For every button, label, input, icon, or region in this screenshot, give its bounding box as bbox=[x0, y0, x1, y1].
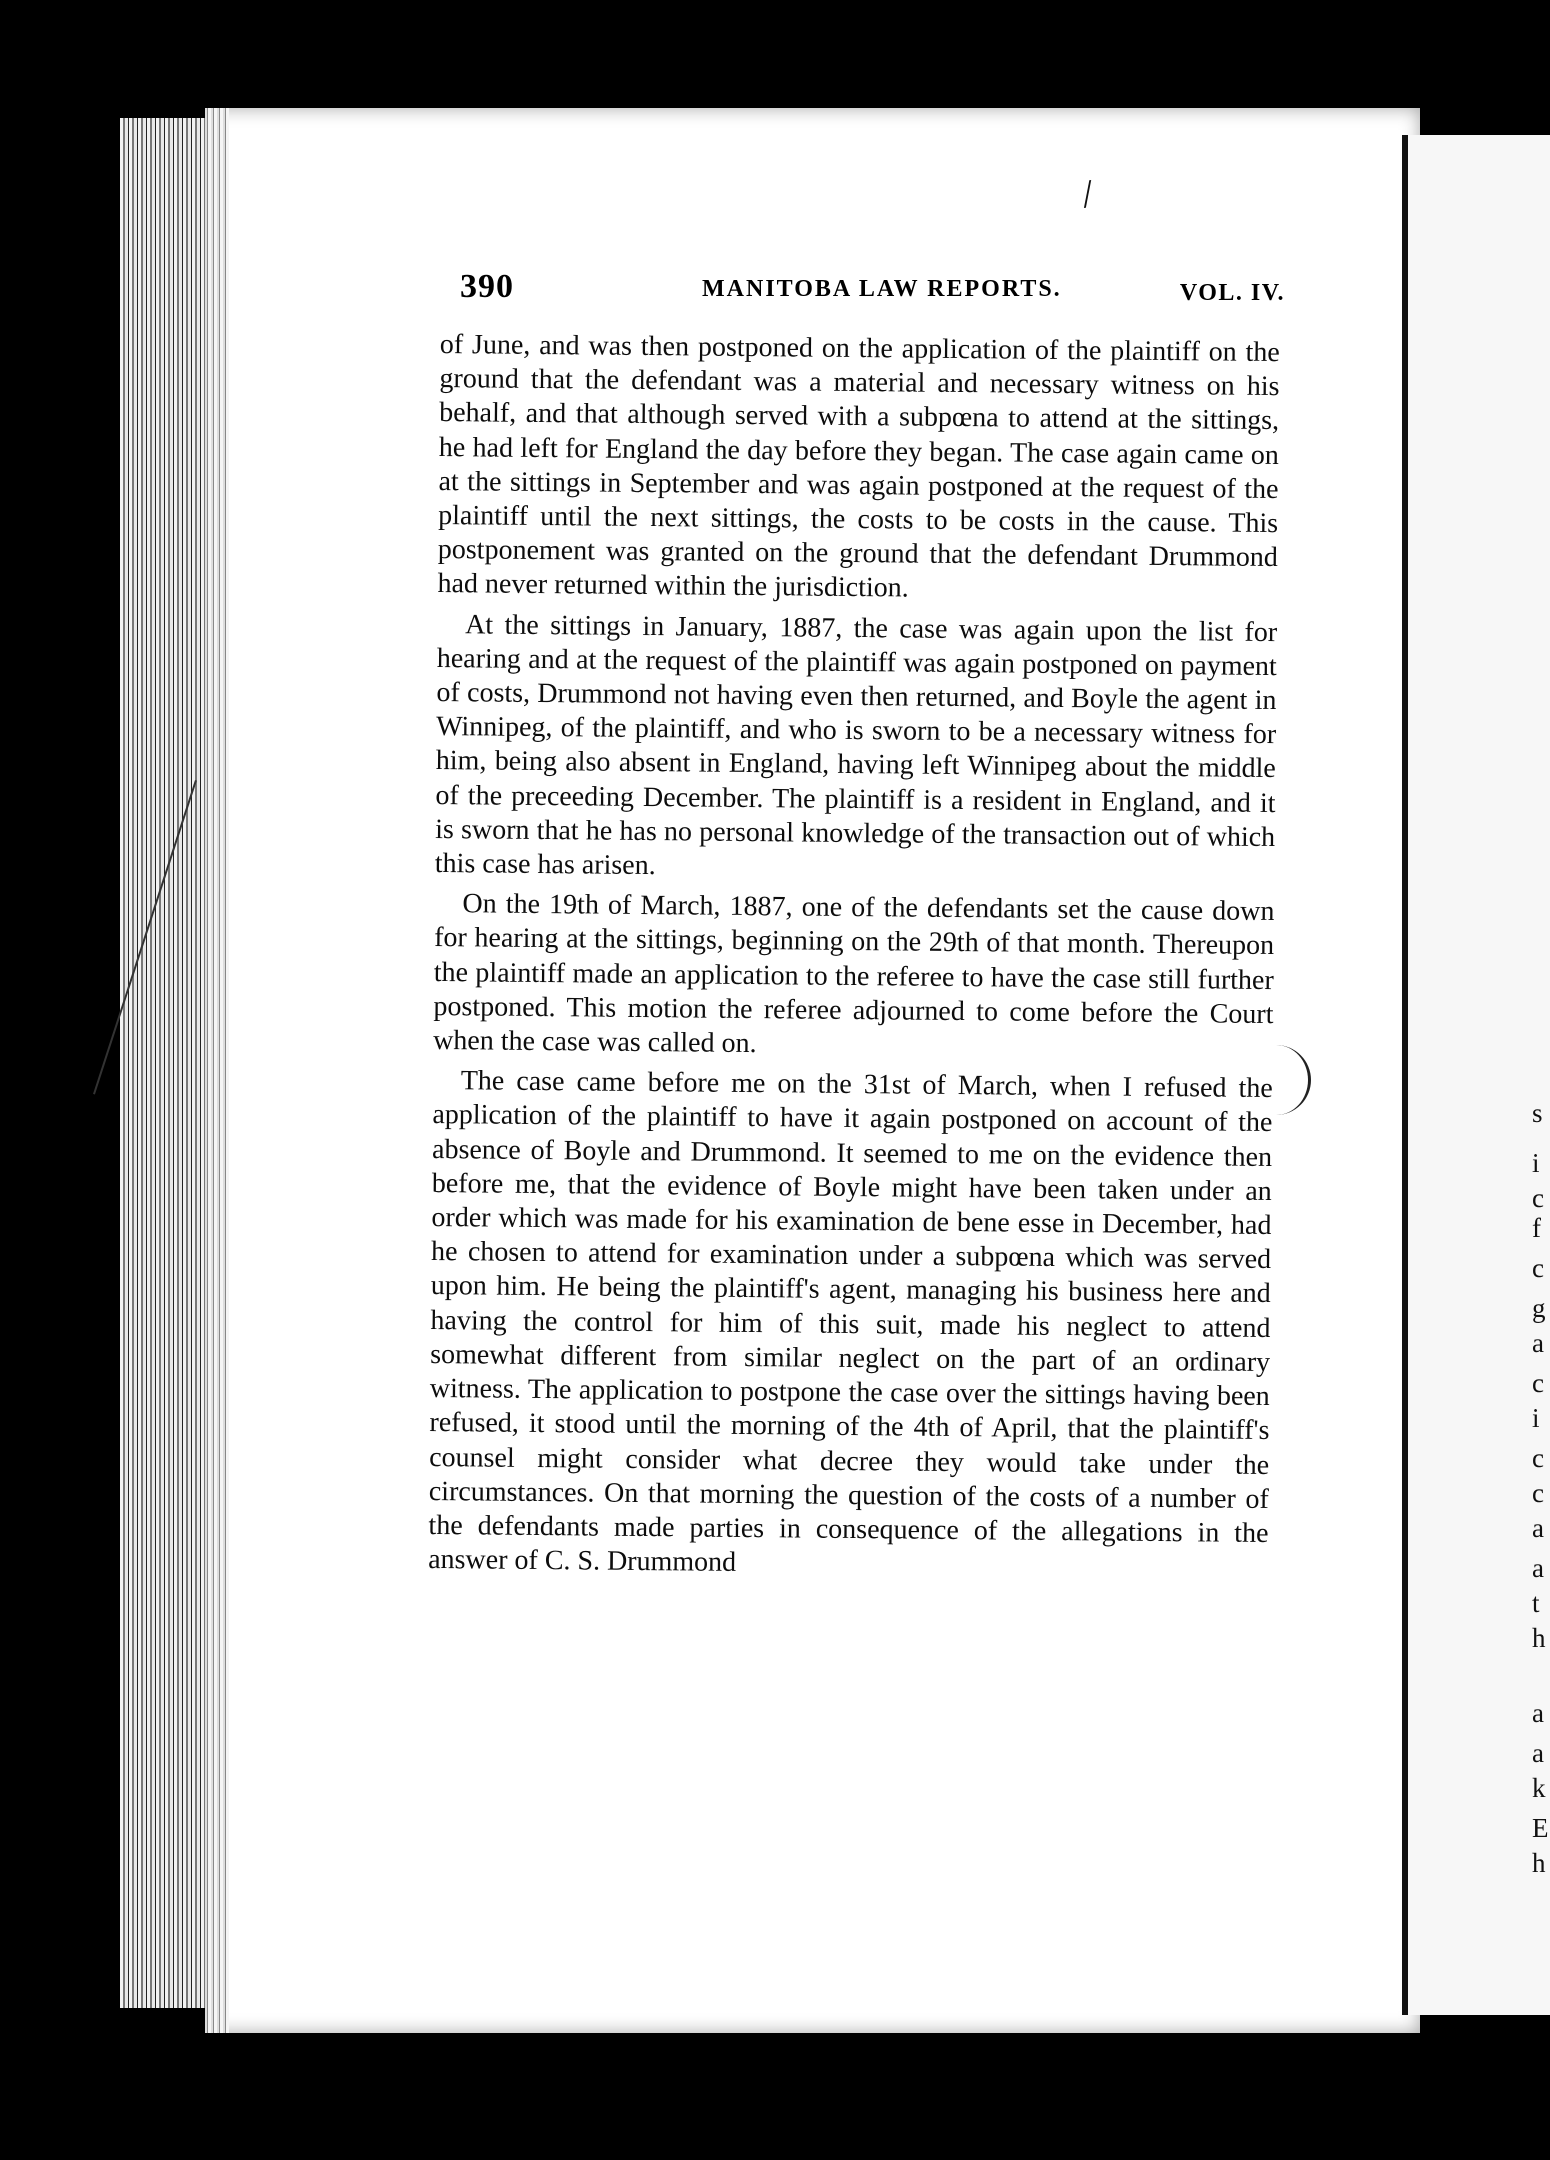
facing-letter: a bbox=[1532, 1328, 1544, 1358]
page-number: 390 bbox=[460, 268, 514, 305]
paragraph: On the 19th of March, 1887, one of the defendants set the cause down for hearing at the sittings, beginning on the 29th of that month. Thereupon the plaintiff made an application to the referee to have the case still further postponed. This motion the referee adjourned to come before the Court when the case was called on. bbox=[433, 888, 1275, 1060]
running-title: MANITOBA LAW REPORTS. bbox=[702, 276, 1062, 302]
facing-letter: a bbox=[1532, 1698, 1544, 1728]
paragraph: At the sittings in January, 1887, the case was again upon the list for hearing and at the request of the plaintiff was again postponed on payment of costs, Drummond not having even then returned, and Boyle the agent in Winnipeg, of the plaintiff, and who is sworn to be a necessary witness for him, being also absent in England, having left Winnipeg about the middle of the preceeding December. The plaintiff is a resident in England, and it is sworn that he has no personal knowledge of the transaction out of which this case has arisen. bbox=[434, 608, 1278, 882]
facing-letter: t bbox=[1532, 1588, 1540, 1618]
facing-letter: c bbox=[1532, 1253, 1544, 1283]
facing-letter: h bbox=[1532, 1623, 1546, 1653]
facing-letter: c bbox=[1532, 1183, 1544, 1213]
facing-letter: i bbox=[1532, 1148, 1540, 1178]
margin-mark: / bbox=[1078, 170, 1097, 217]
facing-letter: a bbox=[1532, 1553, 1544, 1583]
facing-letter: f bbox=[1532, 1213, 1541, 1243]
facing-letter: s bbox=[1532, 1098, 1543, 1128]
facing-page-edge bbox=[1402, 135, 1550, 2015]
facing-letter: k bbox=[1532, 1773, 1546, 1803]
paragraph: of June, and was then postponed on the application of the plaintiff on the ground that the defendant was a material and necessary witness on his behalf, and that although served with a subpœna to attend at the sittings, he had left for England the day before they began. The case again came on at the sittings in September and was again postponed at the request of the plaintiff until the next sittings, the costs to be costs in the cause. This postponement was granted on the ground that the defendant Drummond had never returned within the jurisdiction. bbox=[437, 328, 1280, 604]
facing-letter: c bbox=[1532, 1478, 1544, 1508]
volume-label: VOL. IV. bbox=[1179, 280, 1285, 306]
paragraph: The case came before me on the 31st of March, when I refused the application of the plaintiff to have it again postponed on account of the absence of Boyle and Drummond. It seemed to me on the evidence then before me, that the evidence of Boyle might have been taken under an order which was made for his examination de bene esse in December, had he chosen to attend for examination under a subpœna which was served upon him. He being the plaintiff's agent, managing his business here and having the control for him of this suit, made his neglect to attend somewhat different from similar neglect on the part of an ordinary witness. The application to postpone the case over the sittings having been refused, it stood until the morning of the 4th of April, that the plaintiff's counsel might consider what decree they would take under the circumstances. On that morning the question of the costs of a number of the defendants made parties in consequence of the allegations in the answer of C. S. Drummond bbox=[428, 1065, 1273, 1579]
facing-letter: c bbox=[1532, 1443, 1544, 1473]
facing-letter: g bbox=[1532, 1293, 1546, 1323]
facing-letter: h bbox=[1532, 1848, 1546, 1878]
facing-letter: a bbox=[1532, 1513, 1544, 1543]
page-header bbox=[460, 268, 1285, 318]
facing-letter: E bbox=[1532, 1813, 1549, 1843]
facing-letter: a bbox=[1532, 1738, 1544, 1768]
facing-letter: i bbox=[1532, 1403, 1540, 1433]
facing-letter: c bbox=[1532, 1368, 1544, 1398]
body-text bbox=[428, 328, 1280, 1591]
